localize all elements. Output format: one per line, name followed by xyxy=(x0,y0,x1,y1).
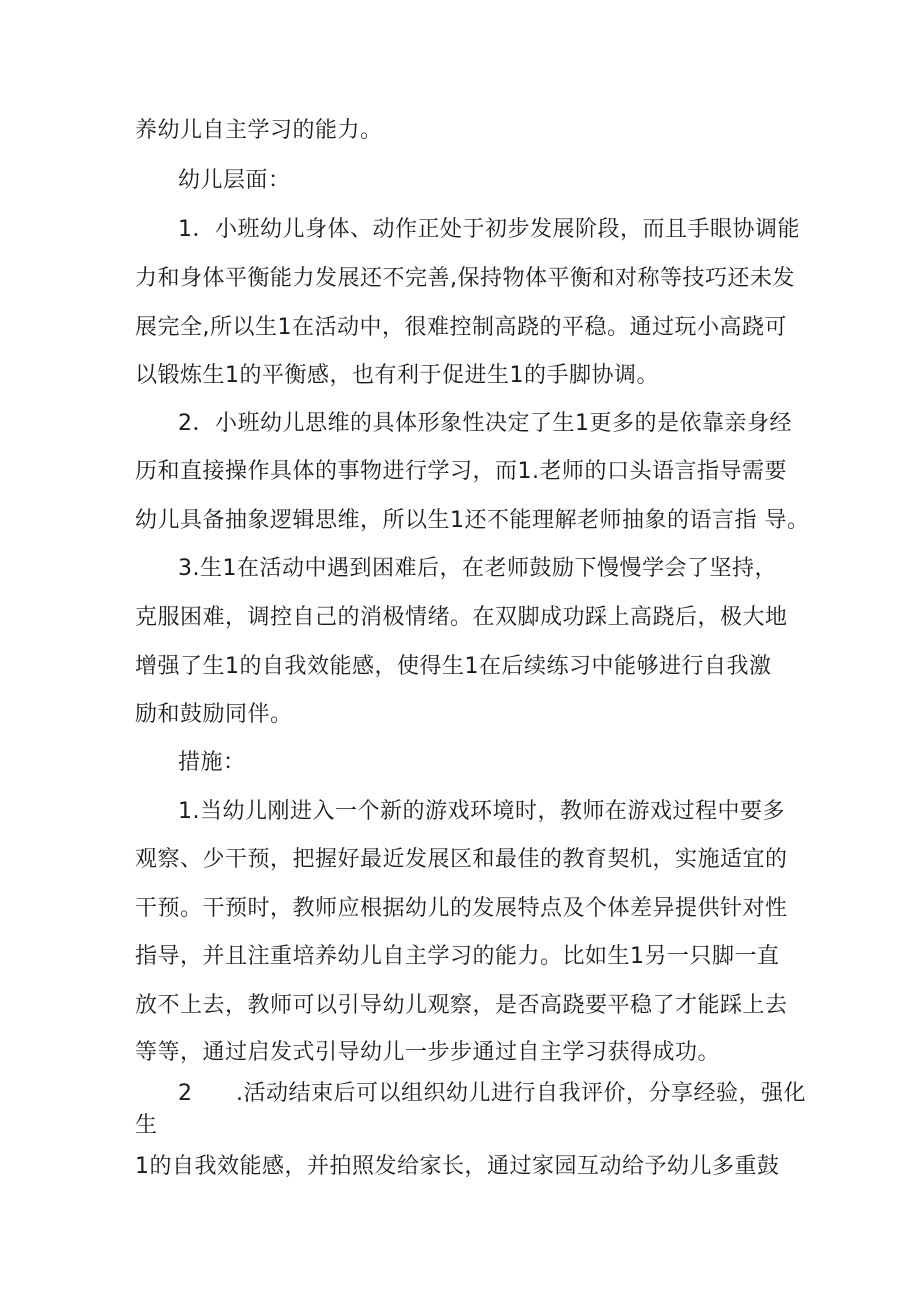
paragraph-line: 放不上去，教师可以引导幼儿观察，是否高跷要平稳了才能踩上去 xyxy=(135,993,788,1018)
paragraph-line: 2．小班幼儿思维的具体形象性决定了生1更多的是依靠亲身经 xyxy=(178,411,792,436)
list-number: 2 xyxy=(178,1081,193,1106)
paragraph-line: 养幼儿自主学习的能力。 xyxy=(135,118,383,143)
paragraph-line: 生 xyxy=(135,1113,158,1138)
paragraph-line: 幼儿具备抽象逻辑思维，所以生1还不能理解老师抽象的语言指 导。 xyxy=(135,508,810,533)
paragraph-text: .活动结束后可以组织幼儿进行自我评价，分享经验，强化 xyxy=(236,1081,806,1106)
paragraph-line: 等等，通过启发式引导幼儿一步步通过自主学习获得成功。 xyxy=(135,1040,721,1065)
paragraph-line: 力和身体平衡能力发展还不完善,保持物体平衡和对称等技巧还未发 xyxy=(135,266,795,291)
paragraph-line: 展完全,所以生1在活动中，很难控制高跷的平稳。通过玩小高跷可 xyxy=(135,315,787,340)
paragraph-line: 以锻炼生1的平衡感，也有利于促进生1的手脚协调。 xyxy=(135,363,659,388)
paragraph-line: 指导，并且注重培养幼儿自主学习的能力。比如生1另一只脚一直 xyxy=(135,944,780,969)
paragraph-line: 克服困难，调控自己的消极情绪。在双脚成功踩上高跷后，极大地 xyxy=(135,605,788,630)
section-heading-measures: 措施： xyxy=(178,750,246,775)
paragraph-line: 1的自我效能感，并拍照发给家长，通过家园互动给予幼儿多重鼓 xyxy=(135,1154,780,1179)
paragraph-line: 3.生1在活动中遇到困难后，在老师鼓励下慢慢学会了坚持， xyxy=(178,556,777,581)
paragraph-line: 1.当幼儿刚进入一个新的游戏环境时，教师在游戏过程中要多 xyxy=(178,799,785,824)
paragraph-line: 增强了生1的自我效能感，使得生1在后续练习中能够进行自我激 xyxy=(135,654,772,679)
section-heading-child-level: 幼儿层面： xyxy=(178,168,291,193)
paragraph-line: 1．小班幼儿身体、动作正处于初步发展阶段，而且手眼协调能 xyxy=(178,217,800,242)
paragraph-line: 干预。干预时，教师应根据幼儿的发展特点及个体差异提供针对性 xyxy=(135,896,788,921)
paragraph-line: 历和直接操作具体的事物进行学习，而1.老师的口头语言指导需要 xyxy=(135,459,787,484)
paragraph-line: 观察、少干预，把握好最近发展区和最佳的教育契机，实施适宜的 xyxy=(135,847,788,872)
paragraph-line: 励和鼓励同伴。 xyxy=(135,702,293,727)
paragraph-line xyxy=(178,1078,806,1110)
